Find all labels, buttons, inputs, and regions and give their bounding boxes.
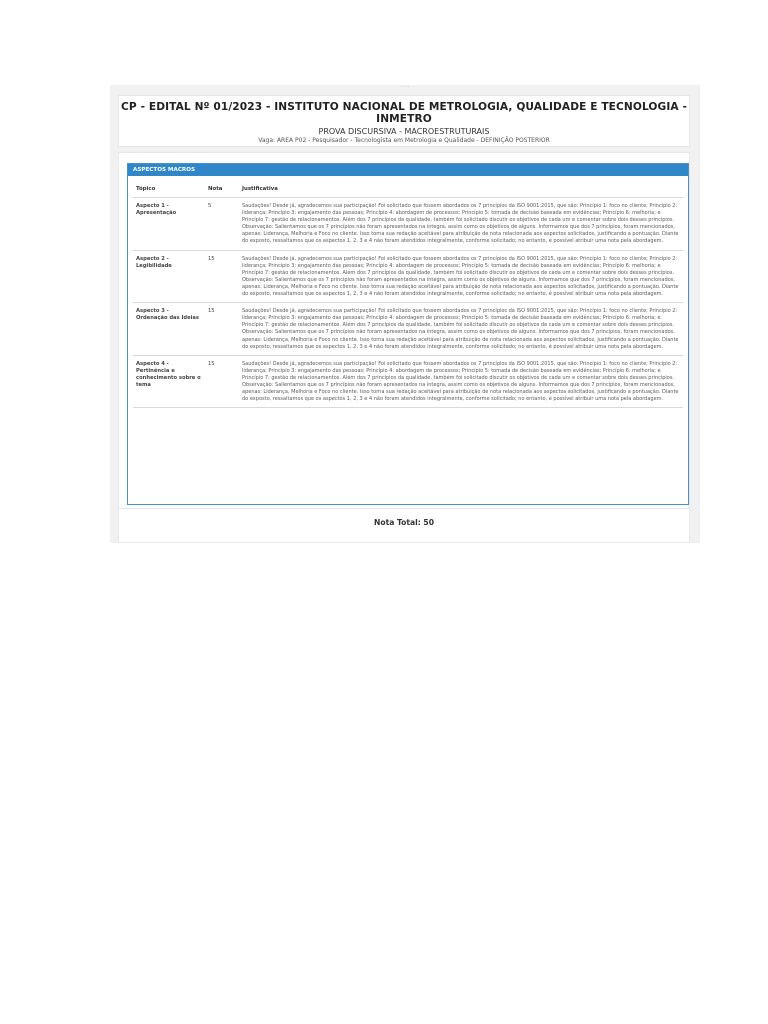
exam-header [118,95,690,147]
topic-cell: Aspecto 3 - Ordenação das Ideias [133,303,205,356]
aspects-panel [127,163,689,505]
exam-title: CP - EDITAL Nº 01/2023 - INSTITUTO NACIONAL DE METROLOGIA, QUALIDADE E TECNOLOGIA - INMETRO [121,101,687,125]
table-row [133,250,683,303]
column-header-justificativa: Justificativa [239,181,683,198]
justification-cell: Saudações! Desde já, agradecemos sua participação! Foi solicitado que fossem abordados os 7 princípios da ISO 9001:2015, que são: Princípio 1: foco no cliente; Princípio 2: liderança; Princípio 3: engajamento das pessoas; Princípio 4: abordagem de processos; Princípio 5: tomada de decisão baseada em evidências; Princípio 6: melhoria; e Princípio 7: gestão de relacionamentos. Além dos 7 princípios da qualidade, também foi solicitado discutir os objetivos de cada um e comentar sobre dois desses princípios. Observação: Salientamos que os 7 princípios não foram apresentados na íntegra, assim como os objetivos de alguns. Informamos que dos 7 princípios, foram mencionados, apenas: Liderança, Melhoria e Foco no cliente. Isso torna sua redação aceitável para atribuição de nota relacionada aos aspectos solicitados, justificando a pontuação. Diante do exposto, ressaltamos que os aspectos 1, 2, 3 e 4 não foram atendidos integralmente, conforme solicitado; no entanto, é possível atribuir uma nota pela abordagem. [239,250,683,303]
score-cell: 15 [205,355,239,408]
score-cell: 15 [205,303,239,356]
aspects-table [133,181,683,408]
vacancy-line: Vaga: AREA P02 - Pesquisador - Tecnologista em Metrologia e Qualidade - DEFINIÇÃO POSTERIOR [258,137,550,144]
topic-cell: Aspecto 1 - Apresentação [133,198,205,251]
topic-cell: Aspecto 4 - Pertinência e conhecimento sobre o tema [133,355,205,408]
score-cell: 15 [205,250,239,303]
table-row [133,355,683,408]
score-cell: 5 [205,198,239,251]
results-container [118,152,690,543]
exam-subtitle: PROVA DISCURSIVA - MACROESTRUTURAIS [318,127,490,136]
table-row [133,198,683,251]
table-header-row [133,181,683,198]
panel-title: ASPECTOS MACROS [128,164,688,176]
justification-cell: Saudações! Desde já, agradecemos sua participação! Foi solicitado que fossem abordados os 7 princípios da ISO 9001:2015, que são: Princípio 1: foco no cliente; Princípio 2: liderança; Princípio 3: engajamento das pessoas; Princípio 4: abordagem de processos; Princípio 5: tomada de decisão baseada em evidências; Princípio 6: melhoria; e Princípio 7: gestão de relacionamentos. Além dos 7 princípios da qualidade, também foi solicitado discutir os objetivos de cada um e comentar sobre dois desses princípios. Observação: Salientamos que os 7 princípios não foram apresentados na íntegra, assim como os objetivos de alguns. Informamos que dos 7 princípios, foram mencionados, apenas: Liderança, Melhoria e Foco no cliente. Isso torna sua redação aceitável para atribuição de nota relacionada aos aspectos solicitados, justificando a pontuação. Diante do exposto, ressaltamos que os aspectos 1, 2, 3 e 4 não foram atendidos integralmente, conforme solicitado; no entanto, é possível atribuir uma nota pela abordagem. [239,355,683,408]
column-header-nota: Nota [205,181,239,198]
document-page [110,85,700,543]
topic-cell: Aspecto 2 - Legibilidade [133,250,205,303]
table-row [133,303,683,356]
justification-cell: Saudações! Desde já, agradecemos sua participação! Foi solicitado que fossem abordados os 7 princípios da ISO 9001:2015, que são: Princípio 1: foco no cliente; Princípio 2: liderança; Princípio 3: engajamento das pessoas; Princípio 4: abordagem de processos; Princípio 5: tomada de decisão baseada em evidências; Princípio 6: melhoria; e Princípio 7: gestão de relacionamentos. Além dos 7 princípios da qualidade, também foi solicitado discutir os objetivos de cada um e comentar sobre dois desses princípios. Observação: Salientamos que os 7 princípios não foram apresentados na íntegra, assim como os objetivos de alguns. Informamos que dos 7 princípios, foram mencionados, apenas: Liderança, Melhoria e Foco no cliente. Isso torna sua redação aceitável para atribuição de nota relacionada aos aspectos solicitados, justificando a pontuação. Diante do exposto, ressaltamos que os aspectos 1, 2, 3 e 4 não foram atendidos integralmente, conforme solicitado; no entanto, é possível atribuir uma nota pela abordagem. [239,303,683,356]
total-score: Nota Total: 50 [119,508,689,527]
column-header-topico: Tópico [133,181,205,198]
top-strip: · · · [401,85,409,90]
justification-cell: Saudações! Desde já, agradecemos sua participação! Foi solicitado que fossem abordados os 7 princípios da ISO 9001:2015, que são: Princípio 1: foco no cliente; Princípio 2: liderança; Princípio 3: engajamento das pessoas; Princípio 4: abordagem de processos; Princípio 5: tomada de decisão baseada em evidências; Princípio 6: melhoria; e Princípio 7: gestão de relacionamentos. Além dos 7 princípios da qualidade, também foi solicitado discutir os objetivos de cada um e comentar sobre dois desses princípios. Observação: Salientamos que os 7 princípios não foram apresentados na íntegra, assim como os objetivos de alguns. Informamos que dos 7 princípios, foram mencionados, apenas: Liderança, Melhoria e Foco no cliente. Isso torna sua redação aceitável para atribuição de nota relacionada aos aspectos solicitados, justificando a pontuação. Diante do exposto, ressaltamos que os aspectos 1, 2, 3 e 4 não foram atendidos integralmente, conforme solicitado; no entanto, é possível atribuir uma nota pela abordagem. [239,198,683,251]
